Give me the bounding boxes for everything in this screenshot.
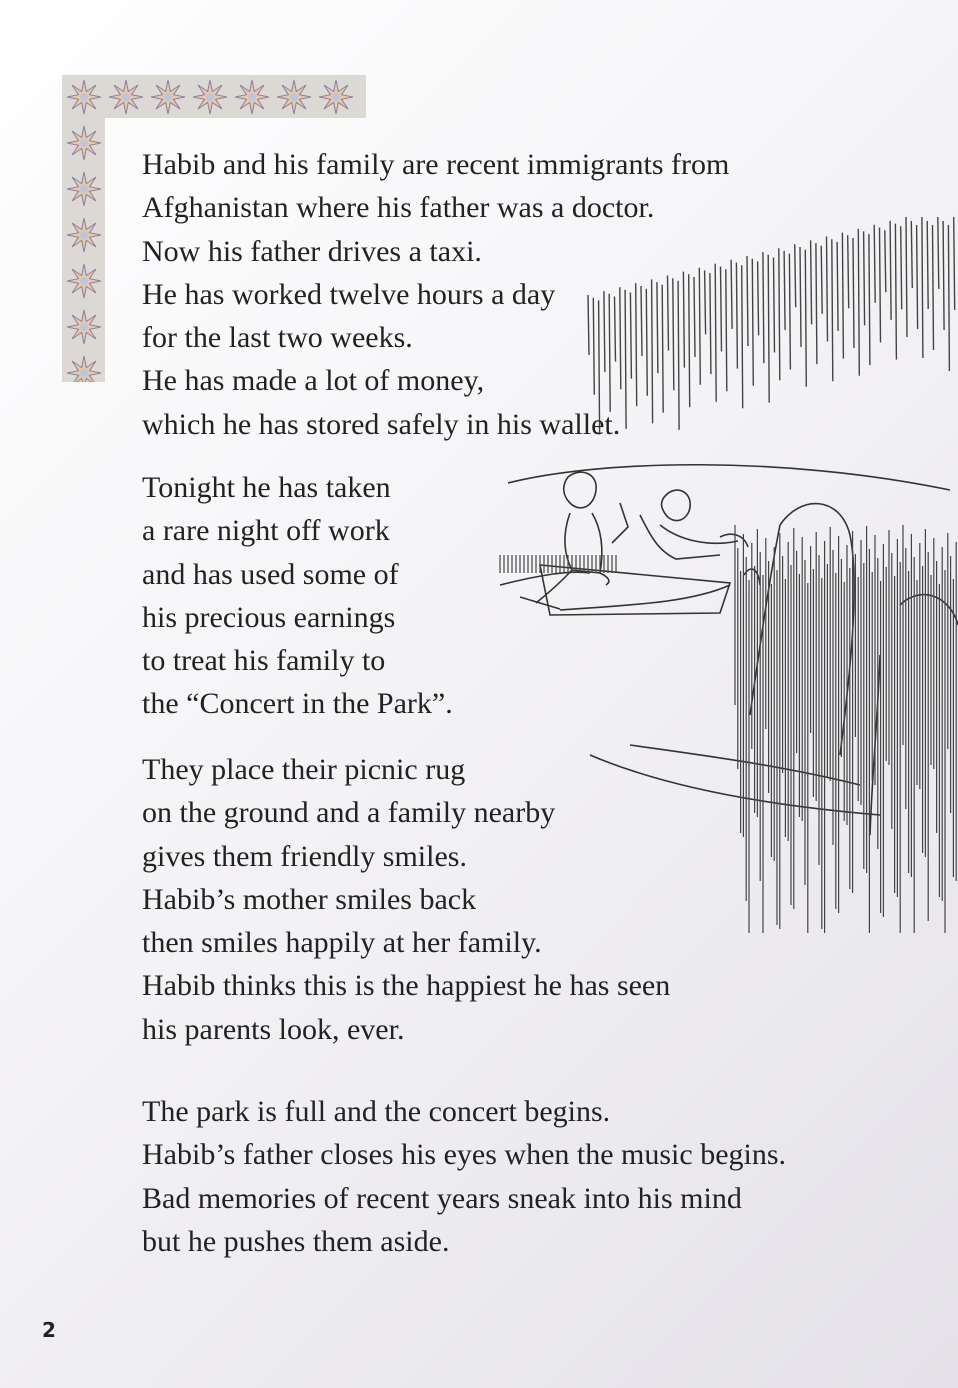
story-line: They place their picnic rug xyxy=(142,753,466,786)
story-paragraph-1 xyxy=(142,143,729,446)
story-line: The park is full and the concert begins. xyxy=(142,1095,611,1128)
story-line: for the last two weeks. xyxy=(142,321,413,355)
story-paragraph-4 xyxy=(142,1090,786,1263)
story-line: Habib and his family are recent immigrants from xyxy=(142,148,730,181)
story-paragraph-3 xyxy=(142,748,670,1051)
story-line: He has made a lot of money, xyxy=(142,364,485,398)
story-line: but he pushes them aside. xyxy=(142,1224,450,1258)
story-line: Habib thinks this is the happiest he has seen xyxy=(142,969,671,1003)
story-line: Tonight he has taken xyxy=(142,471,391,504)
story-line: Afghanistan where his father was a doctor. xyxy=(142,191,655,225)
story-line: a rare night off work xyxy=(142,514,390,548)
story-line: on the ground and a family nearby xyxy=(142,796,556,830)
story-line: He has worked twelve hours a day xyxy=(142,277,556,311)
story-line: Habib’s mother smiles back xyxy=(142,882,477,916)
story-line: his parents look, ever. xyxy=(142,1012,405,1046)
story-line: and has used some of xyxy=(142,557,399,591)
page-number: 2 xyxy=(42,1318,56,1342)
story-line: the “Concert in the Park”. xyxy=(142,687,453,721)
story-line: Habib’s father closes his eyes when the music begins. xyxy=(142,1138,787,1172)
story-line: his precious earnings xyxy=(142,600,396,634)
story-line: to treat his family to xyxy=(142,644,386,678)
story-line: Now his father drives a taxi. xyxy=(142,234,482,268)
story-line: Bad memories of recent years sneak into his mind xyxy=(142,1181,742,1215)
story-line: then smiles happily at her family. xyxy=(142,926,542,960)
story-paragraph-2 xyxy=(142,466,453,726)
story-line: which he has stored safely in his wallet. xyxy=(142,407,621,441)
story-line: gives them friendly smiles. xyxy=(142,839,467,873)
